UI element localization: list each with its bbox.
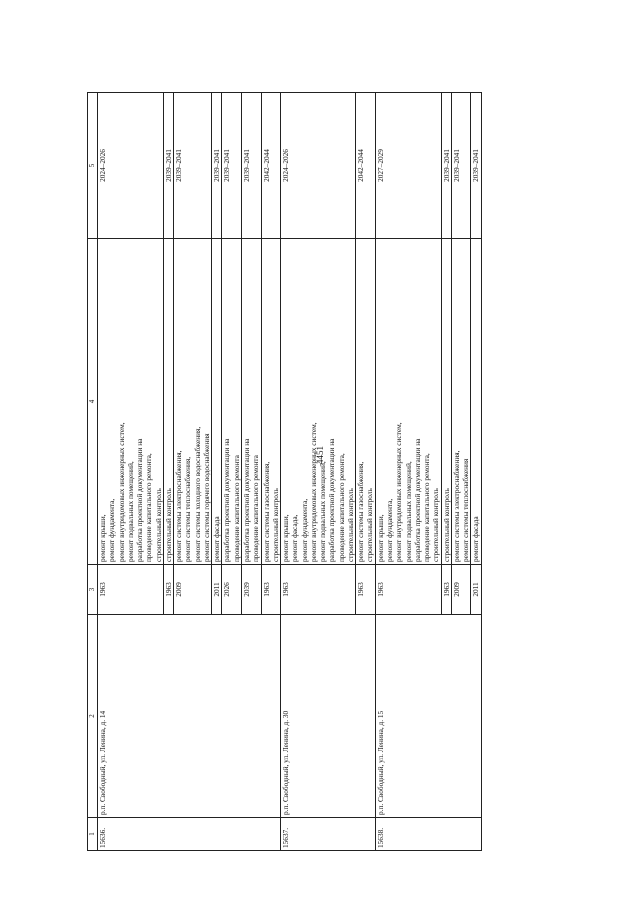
table-row [281, 93, 356, 851]
work-line: ремонт фундамента, [299, 498, 309, 562]
row-period: 2039–2041 [212, 93, 222, 239]
row-works [356, 239, 376, 565]
row-period: 2039–2041 [241, 93, 261, 239]
row-year: 1963 [98, 565, 164, 615]
col-header-1: 1 [88, 818, 98, 851]
table-row [375, 93, 441, 851]
row-period: 2039–2041 [174, 93, 212, 239]
work-line: ремонт внутридомовых инженерных систем, [394, 422, 404, 562]
work-line: ремонт фасада, [290, 514, 300, 562]
row-works [163, 239, 173, 565]
row-works [375, 239, 441, 565]
work-line: строительный контроль [163, 488, 173, 562]
work-line: строительный контроль [345, 488, 355, 562]
work-line: разработка проектной документации на [327, 438, 337, 562]
work-line: ремонт системы электроснабжения, [174, 450, 184, 562]
work-line: строительный контроль [441, 488, 451, 562]
header-row [88, 93, 98, 851]
row-works [212, 239, 222, 565]
work-line: ремонт системы теплоснабжения [461, 458, 471, 562]
row-period: 2039–2041 [163, 93, 173, 239]
row-period: 2039–2041 [222, 93, 242, 239]
col-header-5: 5 [88, 93, 98, 239]
work-line: строительный контроль [365, 488, 375, 562]
work-line: ремонт системы газоснабжения, [356, 461, 366, 562]
work-line: проведение капитального ремонта, [422, 453, 432, 562]
row-year: 1963 [261, 565, 281, 615]
work-line: ремонт подвальных помещений, [403, 461, 413, 562]
work-line: ремонт системы теплоснабжения, [183, 456, 193, 562]
col-header-4: 4 [88, 239, 98, 565]
row-works [174, 239, 212, 565]
row-period: 2024–2026 [281, 93, 356, 239]
col-header-3: 3 [88, 565, 98, 615]
row-period: 2039–2041 [471, 93, 481, 239]
row-period: 2042–2044 [356, 93, 376, 239]
row-year: 2039 [241, 565, 261, 615]
work-line: ремонт внутридомовых инженерных систем, [116, 422, 126, 562]
work-line: строительный контроль [431, 488, 441, 562]
row-period: 2039–2041 [451, 93, 471, 239]
work-line: ремонт фундамента, [107, 498, 117, 562]
row-period: 2027–2029 [375, 93, 441, 239]
row-year: 2009 [174, 565, 212, 615]
work-line: ремонт крыши, [98, 514, 107, 562]
work-line: ремонт фундамента, [384, 498, 394, 562]
row-year: 1963 [356, 565, 376, 615]
work-line: ремонт крыши, [375, 514, 385, 562]
row-works [471, 239, 481, 565]
row-works [261, 239, 281, 565]
work-line: ремонт системы газоснабжения, [261, 461, 271, 562]
work-line: ремонт фасада [471, 516, 481, 562]
col-header-2: 2 [88, 615, 98, 818]
row-year: 2011 [212, 565, 222, 615]
row-number: 15637. [281, 818, 376, 851]
work-line: строительный контроль [270, 488, 280, 562]
work-line: ремонт крыши, [281, 514, 291, 562]
row-year: 2009 [451, 565, 471, 615]
row-year: 2026 [222, 565, 242, 615]
row-address: р.п. Свободный, ул. Ленина, д. 14 [98, 615, 281, 818]
row-year: 1963 [375, 565, 441, 615]
table-row [98, 93, 164, 851]
work-line: ремонт подвальных помещений, [125, 461, 135, 562]
row-year: 1963 [441, 565, 451, 615]
work-line: проведение капитального ремонта [231, 455, 241, 562]
work-line: ремонт внутридомовых инженерных систем, [308, 422, 318, 562]
work-line: проведение капитального ремонта, [336, 453, 346, 562]
work-line: ремонт системы электроснабжения, [451, 450, 461, 562]
row-works [451, 239, 471, 565]
capital-repair-table [87, 92, 482, 851]
row-year: 1963 [163, 565, 173, 615]
row-address: р.п. Свободный, ул. Ленина, д. 15 [375, 615, 481, 818]
work-line: разработка проектной документации на [412, 438, 422, 562]
row-period: 2039–2041 [441, 93, 451, 239]
work-line: ремонт системы горячего водоснабжения [201, 433, 211, 562]
row-number: 15636. [98, 818, 281, 851]
work-line: проведение капитального ремонта, [144, 453, 154, 562]
work-line: строительный контроль [153, 488, 163, 562]
row-works [281, 239, 356, 565]
work-line: проведение капитального ремонта [251, 455, 261, 562]
row-works [241, 239, 261, 565]
row-year: 2011 [471, 565, 481, 615]
row-address: р.п. Свободный, ул. Ленина, д. 30 [281, 615, 376, 818]
work-line: ремонт системы холодного водоснабжения, [192, 426, 202, 562]
row-number: 15638. [375, 818, 481, 851]
table-body [98, 93, 482, 851]
work-line: разработка проектной документации на [135, 438, 145, 562]
row-works [222, 239, 242, 565]
row-works [98, 239, 164, 565]
row-works [441, 239, 451, 565]
page-number: 4451 [315, 446, 325, 464]
work-line: ремонт фасада [212, 516, 222, 562]
work-line: ремонт подвальных помещений, [318, 461, 328, 562]
work-line: разработка проектной документации на [241, 438, 251, 562]
row-period: 2024–2026 [98, 93, 164, 239]
row-period: 2042–2044 [261, 93, 281, 239]
rotated-table-wrapper [87, 93, 588, 851]
work-line: разработка проектной документации на [222, 438, 232, 562]
row-year: 1963 [281, 565, 356, 615]
